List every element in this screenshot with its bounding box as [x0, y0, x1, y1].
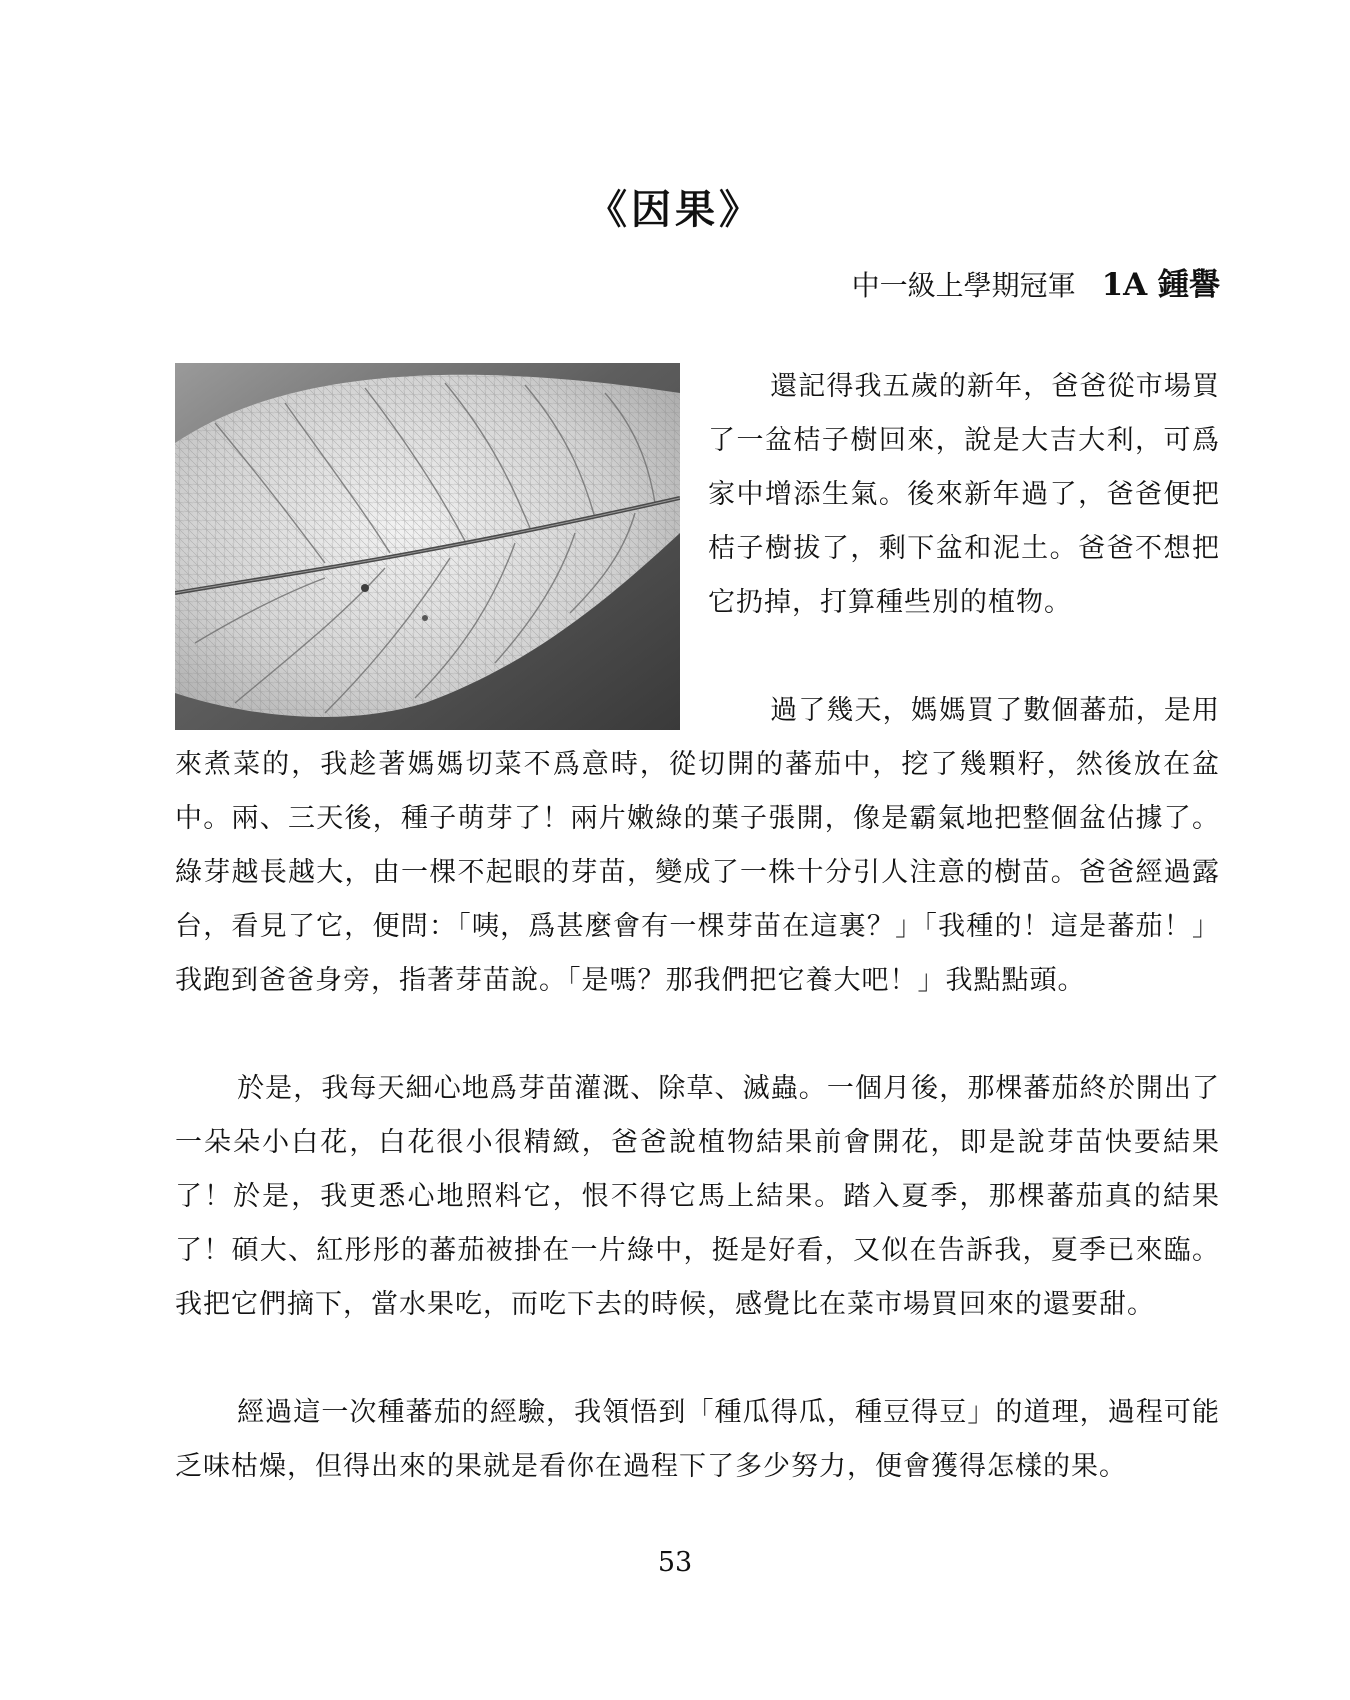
- paragraph: 經過這一次種蕃茄的經驗，我領悟到「種瓜得瓜，種豆得豆」的道理，過程可能乏味枯燥，但得出來的果就是看你在過程下了多少努力，便會獲得怎樣的果。: [175, 1397, 1220, 1482]
- author-name: 1A 鍾譽: [1101, 267, 1220, 303]
- paragraph: 過了幾天，媽媽買了數個蕃茄，是用來煮菜的，我趁著媽媽切菜不爲意時，從切開的蕃茄中，挖了幾顆籽，然後放在盆中。兩、三天後，種子萌芽了！兩片嫩綠的葉子張開，像是霸氣地把整個盆佔據了。綠芽越長越大，由一棵不起眼的芽苗，變成了一株十分引人注意的樹苗。爸爸經過露台，看見了它，便問：「咦，爲甚麼會有一棵芽苗在這裏？」「我種的！這是蕃茄！」我跑到爸爸身旁，指著芽苗說。「是嗎？那我們把它養大吧！」我點點頭。: [175, 695, 1220, 996]
- paragraph: 於是，我每天細心地爲芽苗灌溉、除草、滅蟲。一個月後，那棵蕃茄終於開出了一朵朵小白花，白花很小很精緻，爸爸說植物結果前會開花，即是說芽苗快要結果了！於是，我更悉心地照料它，恨不得它馬上結果。踏入夏季，那棵蕃茄真的結果了！碩大、紅彤彤的蕃茄被掛在一片綠中，挺是好看，又似在告訴我，夏季已來臨。我把它們摘下，當水果吃，而吃下去的時候，感覺比在菜市場買回來的還要甜。: [175, 1073, 1220, 1320]
- award-label: 中一級上學期冠軍: [851, 269, 1076, 302]
- leaf-skeleton-photo: [175, 363, 680, 730]
- article-body: [175, 360, 1220, 1494]
- article-title: 《因果》: [587, 186, 763, 233]
- page-number: 53: [657, 1547, 693, 1578]
- paragraph: 還記得我五歲的新年，爸爸從市場買了一盆桔子樹回來，說是大吉大利，可爲家中增添生氣。後來新年過了，爸爸便把桔子樹拔了，剩下盆和泥土。爸爸不想把它扔掉，打算種些別的植物。: [708, 371, 1220, 618]
- byline: [852, 265, 1220, 306]
